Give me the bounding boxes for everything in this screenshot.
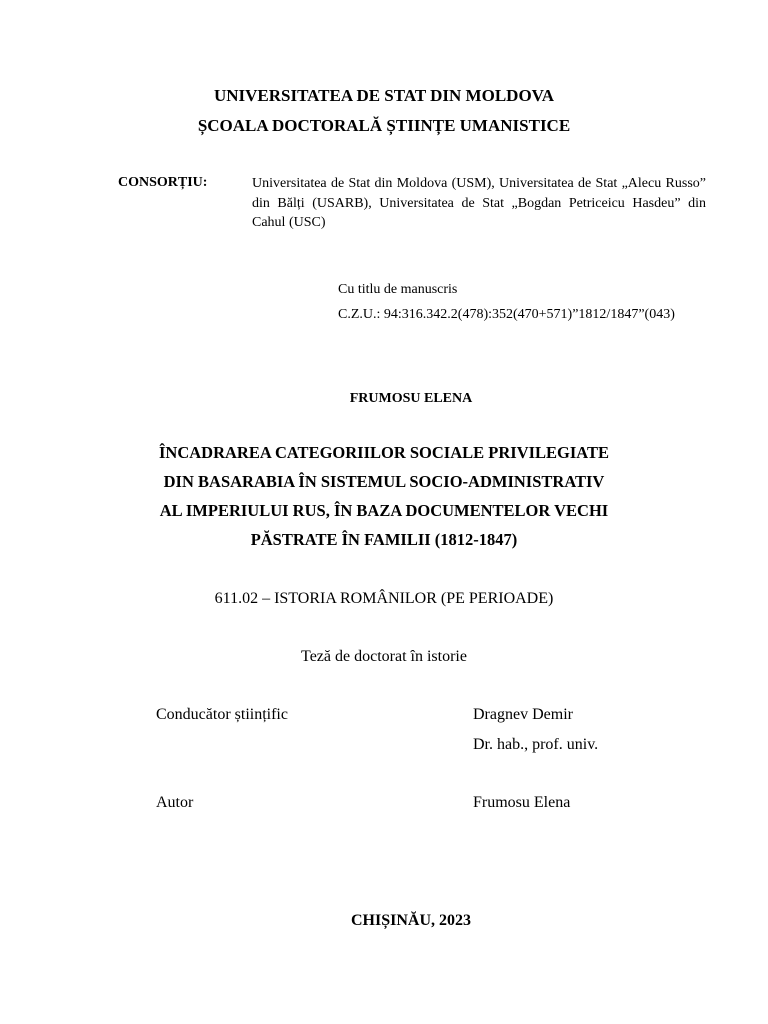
thesis-title-line-4: PĂSTRATE ÎN FAMILII (1812-1847) — [250, 530, 518, 549]
thesis-title-line-3: AL IMPERIULUI RUS, ÎN BAZA DOCUMENTELOR VECHI — [159, 501, 609, 520]
city-year: CHIȘINĂU, 2023 — [350, 912, 471, 929]
consortium-text: Universitatea de Stat din Moldova (USM), Universitatea de Stat „Alecu Russo” din Bălți (USARB), Universitatea de Stat „Bogdan Petriceicu Hasdeu” din Cahul (USC) — [252, 176, 706, 230]
czu-code: C.Z.U.: 94:316.342.2(478):352(470+571)”1812/1847”(043) — [338, 307, 675, 322]
doctoral-school-name: ȘCOALA DOCTORALĂ ȘTIINȚE UMANISTICE — [197, 116, 571, 135]
thesis-title-line-2: DIN BASARABIA ÎN SISTEMUL SOCIO-ADMINISTRATIV — [163, 472, 605, 491]
university-name: UNIVERSITATEA DE STAT DIN MOLDOVA — [213, 86, 555, 105]
supervisor-title: Dr. hab., prof. univ. — [473, 736, 599, 753]
manuscript-status: Cu titlu de manuscris — [338, 282, 458, 297]
consortium-label: CONSORȚIU: — [118, 175, 208, 190]
author-label: Autor — [156, 794, 194, 811]
thesis-title-line-1: ÎNCADRAREA CATEGORIILOR SOCIALE PRIVILEGIATE — [158, 443, 609, 462]
supervisor-label: Conducător științific — [156, 706, 288, 723]
specialty-code: 611.02 – ISTORIA ROMÂNILOR (PE PERIOADE) — [214, 590, 554, 607]
supervisor-name: Dragnev Demir — [473, 706, 573, 723]
thesis-type: Teză de doctorat în istorie — [301, 648, 467, 665]
author-heading: FRUMOSU ELENA — [349, 391, 473, 406]
author-name: Frumosu Elena — [473, 794, 571, 811]
